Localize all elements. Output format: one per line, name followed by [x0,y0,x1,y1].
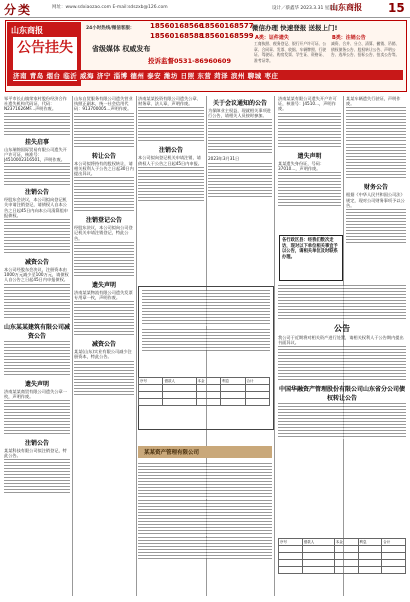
table-header-cell: 本金 [196,378,220,385]
notice-body: 根据《中华人民共和国公司法》规定，现对公司财务事项予以公告。 [346,192,405,208]
notice-body: 济南某某物流有限公司遗失发票专用章一枚，声明作废。 [74,289,133,301]
page-header [0,0,410,18]
table-row [139,392,270,399]
right-lower-notices [278,284,406,534]
notice-body: 邹平市长山镇荣家村股份经济合作社遗失机构代码证，代码：N2371626MF...声明作废。 [4,96,67,112]
notice-text-block [278,172,341,208]
table-header-cell: 合计 [382,539,406,546]
category-b-label: B类：注销公告 [332,35,366,41]
city-band [7,70,403,80]
table-header-cell: 借款人 [302,539,334,546]
notice-body: 本公司经股东会决议，注册资本由1000万元减少至100万元，请债权人自公告之日起45日内申报债权。 [4,267,69,283]
notice-body: 山东瑞锦国际贸易有限公司遗失开户许可证，核准号：J4510002316501，声明作废。 [4,146,67,163]
notice-text-block [278,403,406,439]
notice-text-block [138,463,272,499]
notice-text-block [4,163,70,185]
notice-body: 经股东决议，本公司拟向公司登记机关申请注销登记，特此公告。 [74,225,133,241]
notice-text-block [4,284,70,320]
highlight-notice-box [279,235,343,281]
notice-text-block [142,329,270,351]
column-divider [72,96,73,596]
notice-text-block [278,285,406,321]
notice-title: 遗失声明 [24,380,49,388]
notice-table [138,377,270,406]
notice-text-block [138,500,272,536]
notice-title: 减资公告 [91,341,116,349]
notice-title: 公告 [334,324,350,333]
table-row [279,553,406,560]
notice-title: 注销公告 [24,440,49,448]
category-a-label: A类：证件遗失 [255,35,289,41]
notice-text-block [346,209,406,245]
table-header-cell: 借款人 [163,378,196,385]
notice-text-block [346,107,406,143]
notice-text-block [346,144,406,180]
table-header-cell: 合计 [245,378,270,385]
wechat-slogan: 微信办理 快速登报 送报上门! [252,24,338,32]
notice-title: 注销公告 [24,189,49,197]
notice-text-block [138,537,272,559]
notice-title: 转让公告 [91,152,116,160]
notice-text-block [74,301,134,337]
notice-text-block [278,346,406,382]
notice-body: 某某(山东)实业有限公司减少注册资本，特此公告。 [74,349,132,360]
notice-text-block [208,119,272,155]
notice-body: 本公司拟将持有的股权转让，请相关权利人于公告之日起30日内提出异议。 [74,160,134,177]
bottom-right-table [278,538,406,574]
city-list: 济南 青岛 烟台 临沂 威海 济宁 淄博 德州 泰安 潍坊 日照 东营 菏泽 滨州 聊城 枣庄 [13,72,279,80]
notice-column-2 [74,96,134,600]
notice-text-block [74,242,134,278]
category-b-items: 减资、合并、分立、清算、撤销、吊销、债权债务公告、股权转让公告、声明公告、选举公告、招标公告、拍卖公告等。 [331,41,400,57]
notice-column-1 [4,96,70,600]
table-row [279,546,406,553]
notice-text-block [4,219,70,255]
notice-column-5 [278,96,341,232]
masthead-brand: 山东商报 [330,3,362,12]
notice-title: 遗失声明 [91,281,116,289]
logo-name: 山东商报 [11,26,43,35]
brown-title-bar [138,446,272,458]
notice-body: 经股东会决议，本公司拟向登记机关申请注销登记，请债权人自本公告之日起45日内向本公司清算组申报债权。 [4,197,68,218]
notice-body: 我公司于近期将对相关资产进行处置，请相关权利人于公告期内提出书面异议。 [278,335,404,346]
data-table [278,538,406,574]
phone-1: 18560168566 [150,22,204,30]
phone-3: 18560168588 [150,32,204,40]
section-title: 分类 [4,3,33,17]
notice-body: 济南某某有限公司遗失开户许可证，核准号：J4510...，声明作废。 [278,96,337,112]
notice-body: 为保障业主权益，现就相关事项进行公告，请相关人员按时参加。 [208,108,271,119]
category-a-items: 工商执照、税务登记、银行开户许可证、公章、合同章、发票、收据、车辆牌照、行驶证、驾驶证、购房发票、学生证、资格证、准考证等。 [254,41,327,63]
table-row [279,567,406,574]
center-lower-notice [138,462,272,582]
hotline-label: 24小时热线/微信客服： [86,26,135,31]
highlight-notice-text: 各行政区县：经我们数次走访，现对以下单位相关事宜予以公告，请相关单位及时联系办理。 [282,238,338,260]
notice-text-block [138,107,204,143]
table-header-cell: 序号 [279,539,303,546]
notice-body: 某某车辆遗失行驶证，声明作废。 [346,96,401,107]
notice-title: 遗失声明 [297,152,322,160]
table-row [279,560,406,567]
table-header-cell: 序号 [139,378,163,385]
notice-text-block [4,113,70,135]
page-number: 15 [388,1,405,15]
phone-4: 18560168599 [200,32,254,40]
phone-2: 18560168577 [200,22,254,30]
issue-meta: 设计／蔡鑫华 2023.3.31 星期五 [272,6,339,11]
notice-body: 济南某某商贸有限公司遗失公章一枚，声明作废。 [4,388,67,399]
notice-column-4 [208,96,272,284]
media-slogan: 省级媒体 权威发布 [92,45,151,53]
notice-body: 济南某某投资有限公司遗失公章、财务章、法人章，声明作废。 [138,96,201,107]
notice-body: 某某遗失身份证，号码：37010...，声明作废。 [278,160,325,171]
table-header-cell: 利息 [221,378,245,385]
notice-title: 财务公告 [363,184,388,192]
column-divider [274,96,275,596]
notice-title: 关于会议通知的公告 [212,100,267,107]
data-table [138,377,270,406]
notice-title: 山东某某建筑有限公司减资公告 [4,323,70,340]
boxed-notice [138,286,274,430]
table-header-row [139,378,270,385]
notice-text-block [4,459,70,495]
bottom-notice-title: 中国华融资产管理股份有限公司山东省分公司债权转让公告 [278,386,405,403]
brown-bar-title: 某某资产管理有限公司 [144,450,200,456]
notice-date: 2023年3月31日 [208,156,240,162]
notice-text-block [4,341,70,377]
notice-title: 挂失启事 [24,138,49,146]
table-header-cell: 利息 [358,539,382,546]
supervise-line: 投诉监督0531-86960609 [148,57,231,65]
column-divider [136,96,137,596]
logo-main: 公告挂失 [13,37,77,81]
notice-title: 减资公告 [24,259,49,267]
notice-body: 本公司拟向登记机关申请注销，请债权人于公告之日起45日内申报。 [138,155,202,166]
notice-text-block [4,400,70,436]
notice-text-block [142,290,270,326]
table-header-row [279,539,406,546]
notice-column-3 [138,96,204,284]
notice-text-block [74,177,134,213]
notice-title: 注销登记公告 [85,217,122,225]
notice-text-block [138,167,204,203]
table-header-cell: 本金 [334,539,358,546]
notice-text-block [208,163,272,199]
table-row [139,399,270,406]
notice-text-block [74,113,134,149]
notice-body: 某某科技有限公司拟注销登记，特此公告。 [4,448,67,459]
notice-body: 山东自贸服务有限公司遗失营业执照正副本，统一社会信用代码：913700005...声明作废。 [74,96,133,112]
notice-title: 注销公告 [158,147,183,155]
notice-text-block [278,113,341,149]
notice-text-block [74,361,134,397]
site-info: 网址：www.sdxiaozao.com E-mail:sdszxb@126.com [52,5,168,10]
table-row [139,385,270,392]
